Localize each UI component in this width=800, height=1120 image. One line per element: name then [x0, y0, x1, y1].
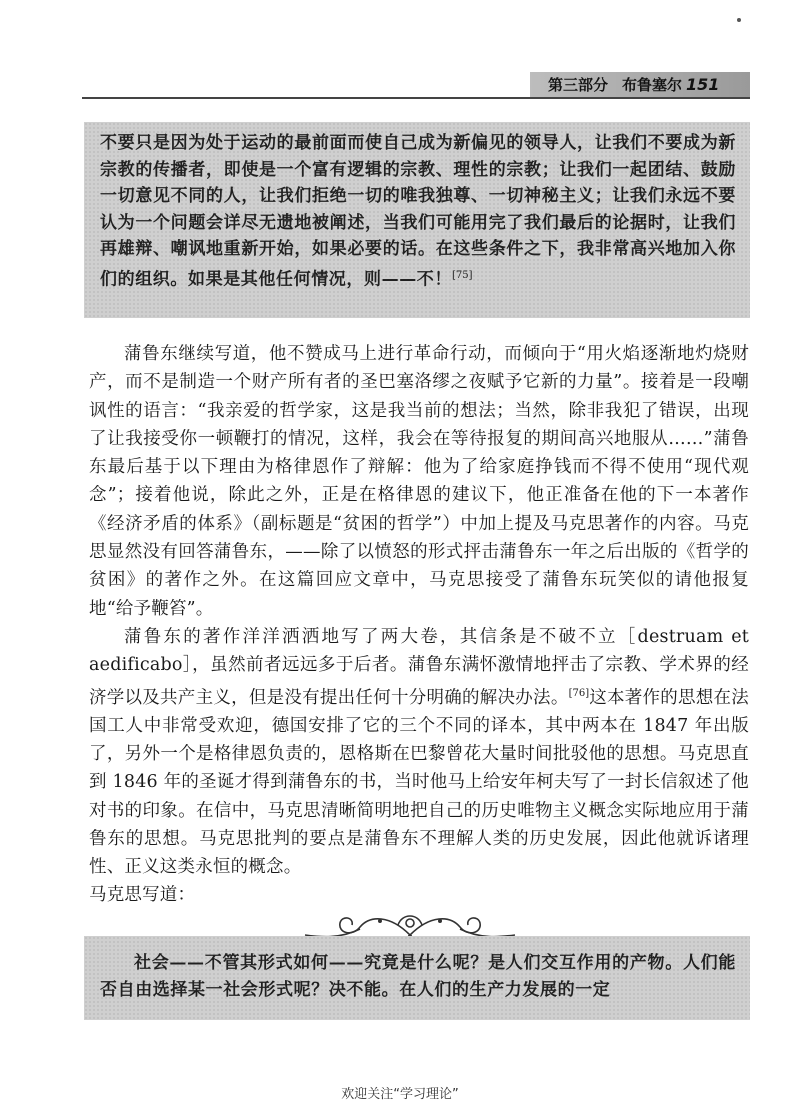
block-quote-top — [84, 122, 750, 318]
paragraph-2 — [89, 623, 749, 882]
paragraph-1: 蒲鲁东继续写道，他不赞成马上进行革命行动，而倾向于“用火焰逐渐地灼烧财产，而不是制造一个财产所有者的圣巴塞洛缪之夜赋予它新的力量”。接着是一段嘲讽性的语言：“我亲爱的哲学家，这是我当前的想法；当然，除非我犯了错误，出现了让我接受你一顿鞭打的情况，这样，我会在等待报复的期间高兴地服从……”蒲鲁东最后基于以下理由为格律恩作了辩解：他为了给家庭挣钱而不得不使用“现代观念”；接着他说，除此之外，正是在格律恩的建议下，他正准备在他的下一本著作《经济矛盾的体系》（副标题是“贫困的哲学”）中加上提及马克思著作的内容。马克思显然没有回答蒲鲁东，——除了以愤怒的形式抨击蒲鲁东一年之后出版的《哲学的贫困》的著作之外。在这篇回应文章中，马克思接受了蒲鲁东玩笑似的请他报复地“给予鞭笞”。 — [89, 344, 749, 619]
citation-75: [75] — [452, 269, 473, 281]
header-chapter: 布鲁塞尔 — [622, 76, 683, 94]
block-quote-bottom — [84, 936, 750, 1020]
page-number: 151 — [686, 75, 720, 94]
paragraph-3: 马克思写道： — [89, 885, 196, 906]
quote-top-body: 不要只是因为处于运动的最前面而使自己成为新偏见的领导人，让我们不要成为新宗教的传播者，即使是一个富有逻辑的宗教、理性的宗教；让我们一起团结、鼓励一切意见不同的人，让我们拒绝一切的唯我独尊、一切神秘主义；让我们永远不要认为一个问题会详尽无遗地被阐述，当我们可能用完了我们最后的论据时，让我们再雄辩、嘲讽地重新开始，如果必要的话。在这些条件之下，我非常高兴地加入你们的组织。如果是其他任何情况，则——不！ — [100, 133, 736, 290]
paragraph-2-part-a: 蒲鲁东的著作洋洋洒洒地写了两大卷，其信条是不破不立［destruam et aedificabo］，虽然前者远远多于后者。蒲鲁东满怀激情地抨击了宗教、学术界的经济学以及共产主义，但是没有提出任何十分明确的解决办法。 — [89, 626, 749, 708]
paragraph-2-part-b: 这本著作的思想在法国工人中非常受欢迎，德国安排了它的三个不同的译本，其中两本在 1847 年出版了，另外一个是格律恩负责的，恩格斯在巴黎曾花大量时间批驳他的思想。马克思直到 1846 年的圣诞才得到蒲鲁东的书，当时他马上给安年柯夫写了一封长信叙述了他对书的印象。在信中，马克思清晰简明地把自己的历史唯物主义概念实际地应用于蒲鲁东的思想。马克思批判的要点是蒲鲁东不理解人类的历史发展，因此他就诉诸理性、正义这类永恒的概念。 — [89, 687, 749, 878]
block-quote-bottom-text: 社会——不管其形式如何——究竟是什么呢？是人们交互作用的产物。人们能否自由选择某一社会形式呢？决不能。在人们的生产力发展的一定 — [100, 953, 736, 1000]
block-quote-top-text — [100, 130, 736, 293]
citation-76: [76] — [568, 687, 590, 699]
page-dot — [737, 18, 741, 22]
page-footer: 欢迎关注“学习理论” — [341, 1087, 459, 1102]
running-header-rule — [82, 97, 750, 99]
header-section: 第三部分 — [548, 76, 609, 94]
body-text — [89, 340, 749, 910]
running-header — [548, 74, 719, 96]
